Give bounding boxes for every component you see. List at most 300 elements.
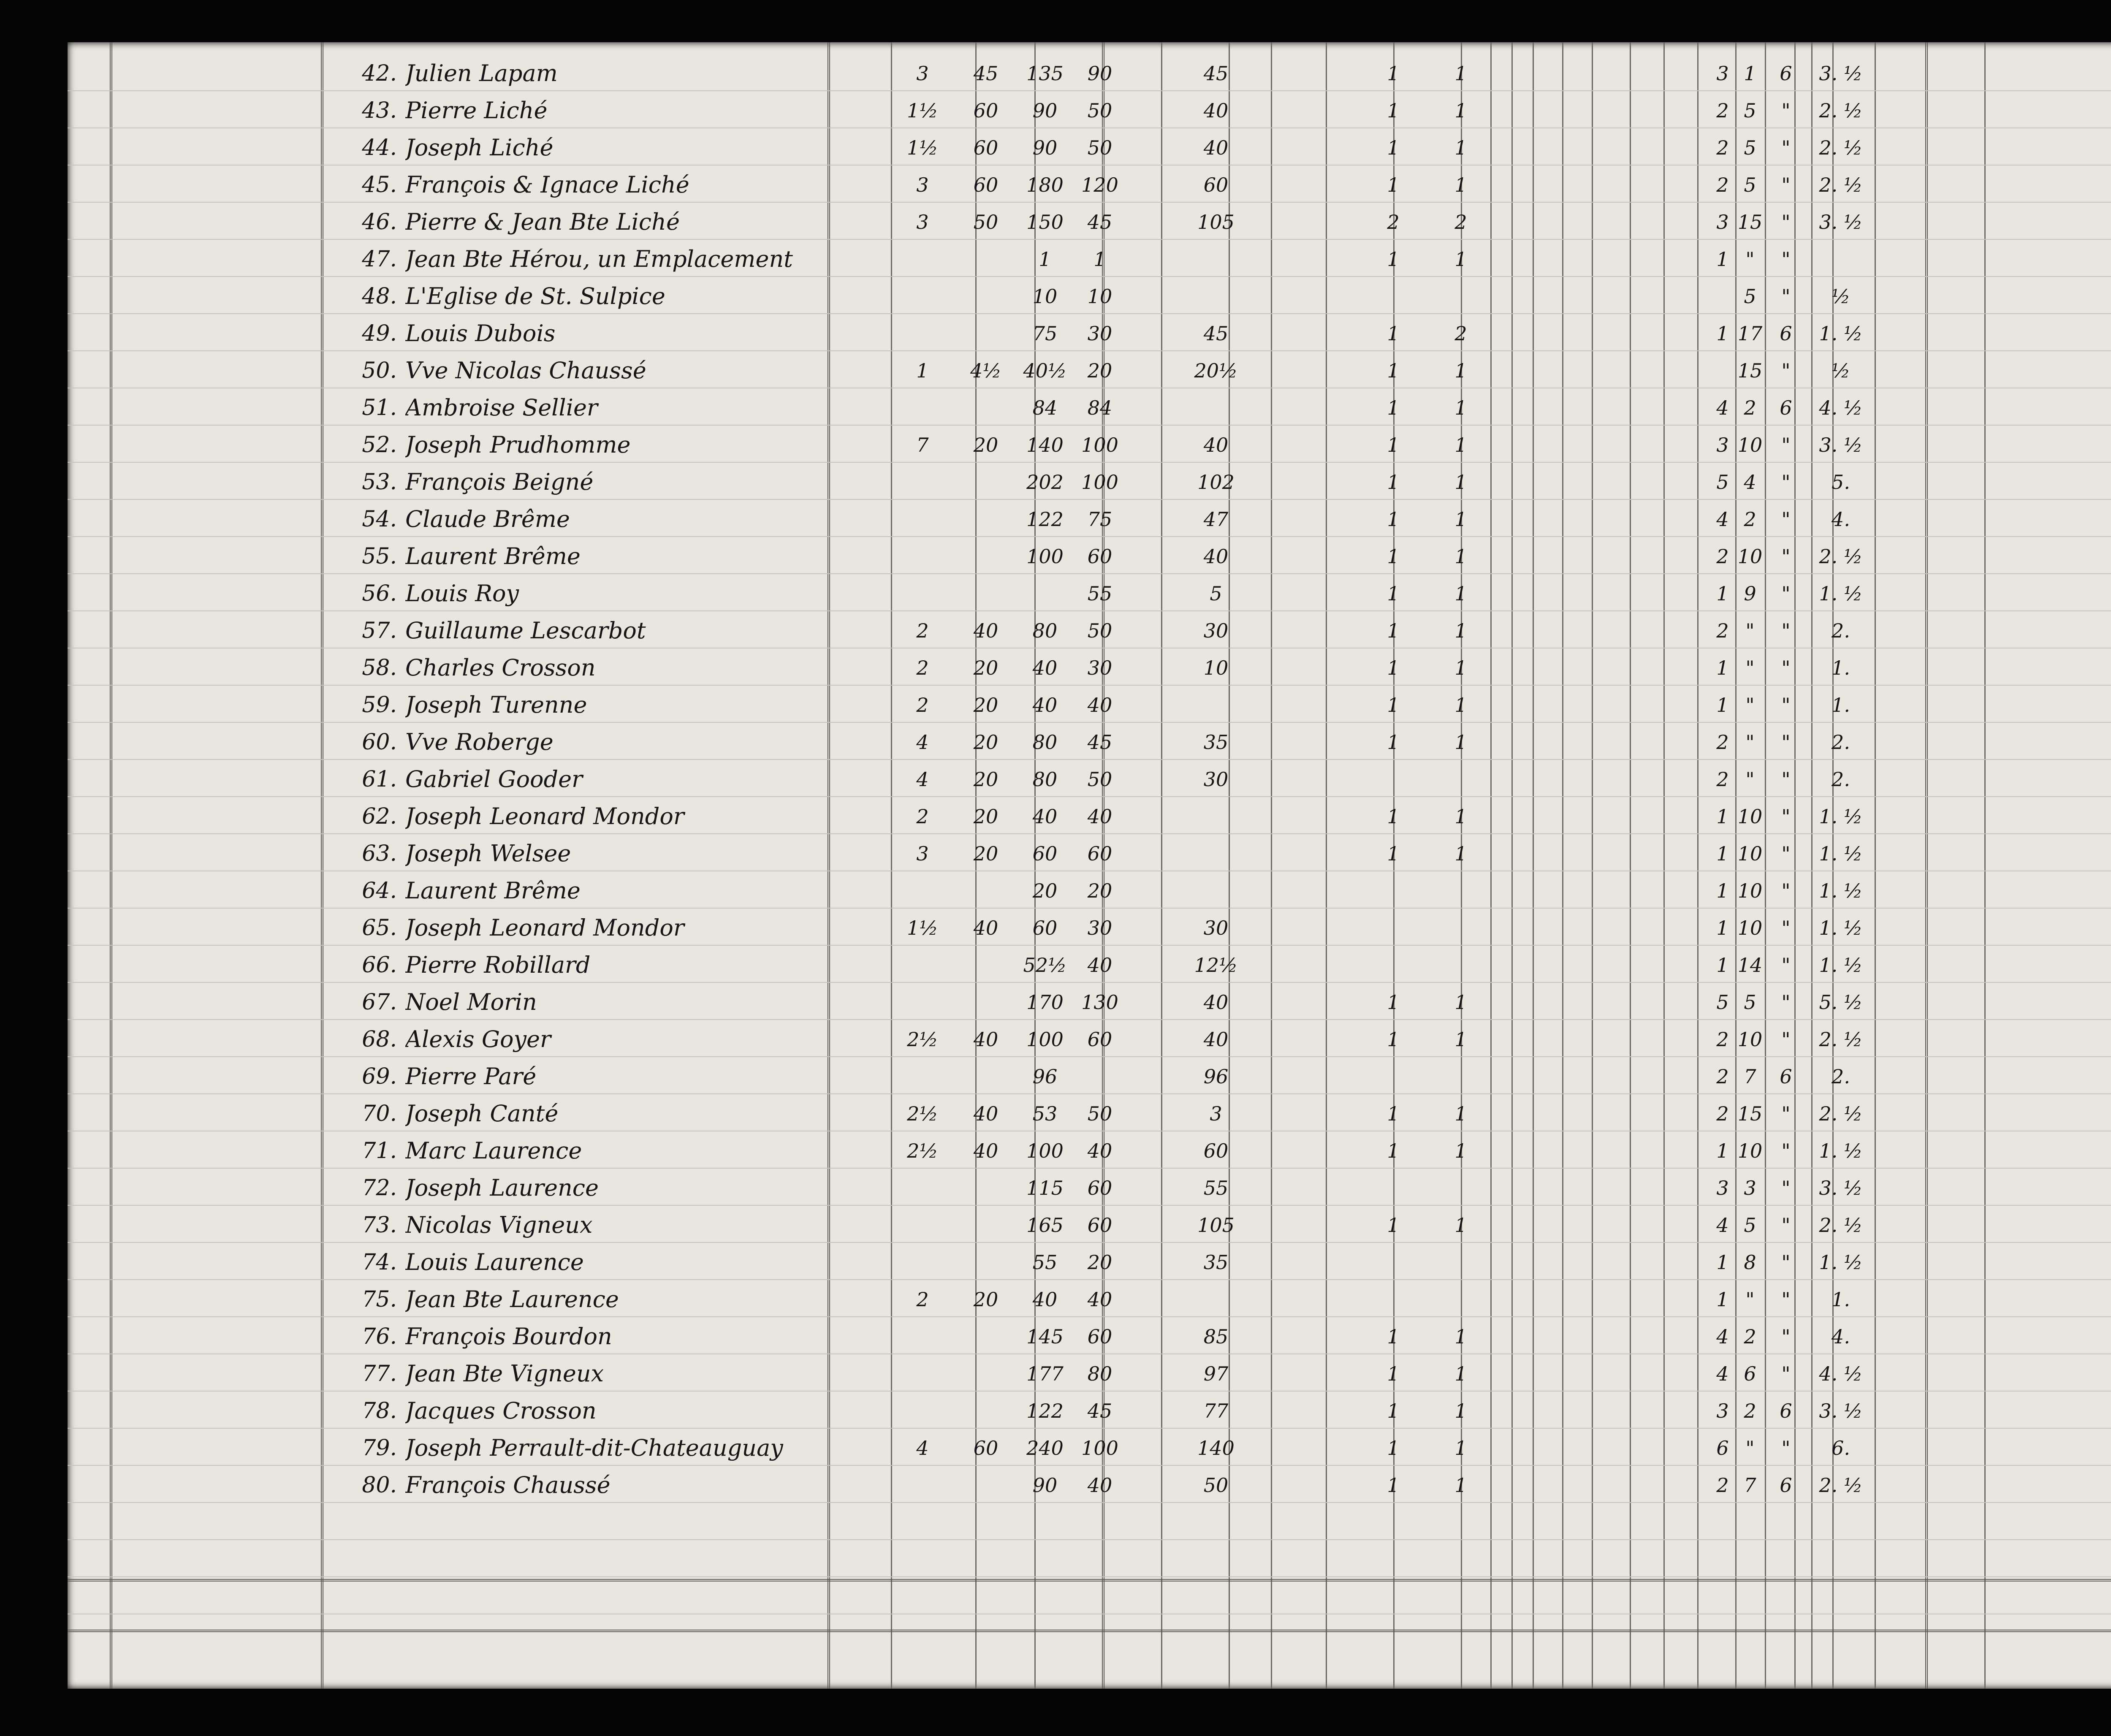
row-number: 48. (362, 284, 397, 309)
proprietor-name: François Bourdon (405, 1323, 612, 1350)
value-cell: 40 (1203, 434, 1229, 456)
value-cell: 1 (1387, 1362, 1400, 1385)
value-cell: 20½ (1194, 359, 1238, 382)
value-cell: 3 (916, 842, 929, 865)
value-cell: 1. (1832, 694, 1850, 716)
value-cell: 60 (1032, 842, 1058, 865)
value-cell: 3 (1744, 1177, 1756, 1199)
row-number: 75. (362, 1287, 397, 1312)
value-cell: 50 (1087, 1102, 1112, 1125)
table-row (68, 241, 2111, 278)
row-number: 77. (362, 1361, 397, 1386)
value-cell: 10 (1032, 285, 1058, 308)
table-row (68, 1095, 2111, 1132)
value-cell: 2½ (907, 1102, 938, 1125)
value-cell (954, 501, 1018, 538)
value-cell: 84 (1087, 396, 1112, 419)
value-cell: 30 (1203, 917, 1229, 939)
value-cell: 40 (1203, 99, 1229, 122)
row-number: 62. (362, 804, 397, 829)
value-cell: 40 (973, 1028, 999, 1051)
table-row (68, 203, 2111, 241)
value-cell: 2. ½ (1819, 136, 1863, 159)
table-row (68, 1207, 2111, 1244)
register-page (68, 42, 2111, 1689)
proprietor-name: Pierre Robillard (405, 952, 591, 978)
value-cell: 50 (1203, 1474, 1229, 1497)
value-cell: 5. (1832, 471, 1850, 494)
row-number: 59. (362, 692, 397, 718)
value-cell: " (1781, 768, 1791, 791)
value-cell: 4 (1716, 1362, 1729, 1385)
value-cell: 5 (1744, 136, 1756, 159)
value-cell: 45 (1203, 62, 1229, 85)
value-cell: 10 (1203, 656, 1229, 679)
value-cell: 12½ (1194, 954, 1238, 976)
proprietor-name: Joseph Laurence (405, 1175, 599, 1201)
value-cell: 10 (1737, 805, 1763, 828)
row-rule (68, 1539, 2111, 1540)
table-row (68, 984, 2111, 1021)
proprietor-name: Pierre & Jean Bte Liché (405, 209, 680, 235)
value-cell (954, 947, 1018, 984)
value-cell: 1 (1454, 1139, 1467, 1162)
value-cell (954, 1355, 1018, 1392)
row-number: 54. (362, 507, 397, 532)
value-cell: " (1781, 174, 1791, 196)
proprietor-name: Joseph Canté (405, 1100, 559, 1127)
value-cell: 1 (1387, 174, 1400, 196)
value-cell: 85 (1203, 1325, 1229, 1348)
value-cell (891, 241, 954, 278)
value-cell: " (1781, 545, 1791, 568)
value-cell: 40 (1087, 694, 1112, 716)
value-cell (954, 1392, 1018, 1429)
value-cell: 1 (1387, 434, 1400, 456)
value-cell: 145 (1026, 1325, 1064, 1348)
value-cell: 1 (1454, 471, 1467, 494)
value-cell: 1. ½ (1819, 322, 1863, 345)
value-cell: 4 (1716, 508, 1729, 531)
value-cell: 15 (1737, 211, 1763, 233)
value-cell: 60 (973, 99, 999, 122)
value-cell: 50 (1087, 99, 1112, 122)
row-number: 80. (362, 1473, 397, 1498)
value-cell (891, 575, 954, 612)
value-cell: 40 (1087, 805, 1112, 828)
proprietor-name: Julien Lapam (405, 60, 558, 87)
value-cell (954, 464, 1018, 501)
total-rule (68, 1579, 2111, 1581)
value-cell: 40 (1087, 1288, 1112, 1311)
value-cell: 1 (1387, 396, 1400, 419)
value-cell: 80 (1032, 768, 1058, 791)
row-number: 57. (362, 618, 397, 643)
value-cell (954, 389, 1018, 426)
value-cell: 75 (1032, 322, 1058, 345)
value-cell: 40 (973, 917, 999, 939)
value-cell: ½ (1831, 359, 1851, 382)
value-cell: 50 (1087, 768, 1112, 791)
proprietor-name: L'Eglise de St. Sulpice (405, 283, 665, 309)
row-number: 74. (362, 1250, 397, 1275)
table-row (68, 1355, 2111, 1392)
value-cell: 60 (1087, 1325, 1112, 1348)
table-row (68, 909, 2111, 947)
value-cell: 2 (1716, 1102, 1729, 1125)
value-cell: 40 (1087, 954, 1112, 976)
value-cell: 130 (1081, 991, 1118, 1014)
value-cell: 1. ½ (1819, 582, 1863, 605)
value-cell: 1. ½ (1819, 954, 1863, 976)
value-cell: 2 (1716, 545, 1729, 568)
value-cell: 45 (1087, 211, 1112, 233)
value-cell: 30 (1087, 656, 1112, 679)
value-cell: 55 (1087, 582, 1112, 605)
value-cell: 2 (1716, 174, 1729, 196)
value-cell: 30 (1203, 619, 1229, 642)
value-cell (954, 278, 1018, 315)
value-cell: 2. ½ (1819, 545, 1863, 568)
proprietor-name: Ambroise Sellier (405, 394, 598, 421)
value-cell (1435, 909, 1486, 947)
value-cell: 2. (1832, 768, 1850, 791)
value-cell: 4. ½ (1819, 396, 1863, 419)
value-cell: 30 (1203, 768, 1229, 791)
value-cell (891, 464, 954, 501)
value-cell: 45 (1203, 322, 1229, 345)
value-cell: " (1781, 582, 1791, 605)
value-cell (954, 872, 1018, 909)
row-number: 45. (362, 172, 397, 198)
value-cell: " (1781, 1177, 1791, 1199)
value-cell: " (1781, 248, 1791, 271)
value-cell: 1 (1454, 248, 1467, 271)
value-cell (1368, 1058, 1419, 1095)
proprietor-name: Jean Bte Hérou, un Emplacement (405, 246, 793, 272)
value-cell: 55 (1203, 1177, 1229, 1199)
value-cell: 1 (1387, 1325, 1400, 1348)
value-cell: " (1745, 1437, 1755, 1459)
row-number: 42. (362, 61, 397, 86)
value-cell: 1 (1387, 582, 1400, 605)
value-cell: " (1781, 1437, 1791, 1459)
row-number: 44. (362, 135, 397, 160)
value-cell: 1 (1387, 62, 1400, 85)
value-cell: 1 (1454, 1214, 1467, 1237)
table-row (68, 686, 2111, 724)
value-cell: 2½ (907, 1139, 938, 1162)
value-cell: 1 (1387, 1400, 1400, 1422)
proprietor-name: Louis Laurence (405, 1249, 584, 1275)
value-cell: 100 (1026, 1028, 1064, 1051)
proprietor-name: Nicolas Vigneux (405, 1212, 593, 1238)
value-cell (954, 538, 1018, 575)
value-cell: 140 (1026, 434, 1064, 456)
value-cell: 1 (1093, 248, 1106, 271)
value-cell (1368, 278, 1419, 315)
value-cell: 20 (973, 656, 999, 679)
value-cell: 47 (1203, 508, 1229, 531)
value-cell: 4 (916, 1437, 929, 1459)
proprietor-name: Claude Brême (405, 506, 570, 532)
row-rule (68, 1576, 2111, 1577)
value-cell: 1 (1387, 1474, 1400, 1497)
value-cell: 2 (916, 1288, 929, 1311)
value-cell: 2 (1387, 211, 1400, 233)
proprietor-name: Louis Dubois (405, 320, 556, 347)
value-cell (954, 1467, 1018, 1504)
value-cell: 84 (1032, 396, 1058, 419)
table-row (68, 55, 2111, 92)
value-cell: 1 (1454, 1325, 1467, 1348)
row-number: 67. (362, 990, 397, 1015)
value-cell: 1 (1454, 1362, 1467, 1385)
value-cell: 90 (1032, 99, 1058, 122)
value-cell: 2 (1716, 1065, 1729, 1088)
value-cell: 40 (1087, 1139, 1112, 1162)
value-cell: 4 (1744, 471, 1756, 494)
row-number: 58. (362, 655, 397, 681)
value-cell: 3 (1716, 62, 1729, 85)
value-cell: 2. ½ (1819, 174, 1863, 196)
value-cell (891, 947, 954, 984)
value-cell: 1 (1716, 917, 1729, 939)
proprietor-name: Joseph Leonard Mondor (405, 914, 684, 941)
row-number: 52. (362, 432, 397, 458)
value-cell: 10 (1737, 842, 1763, 865)
value-cell: 1 (1454, 582, 1467, 605)
value-cell: 5 (1744, 99, 1756, 122)
value-cell: 3 (1210, 1102, 1222, 1125)
value-cell: 40 (973, 1139, 999, 1162)
value-cell: 1 (1454, 619, 1467, 642)
table-row (68, 1169, 2111, 1207)
value-cell: 3 (1716, 1177, 1729, 1199)
proprietor-name: Jean Bte Vigneux (405, 1360, 604, 1387)
table-row (68, 389, 2111, 426)
value-cell: 5 (1716, 471, 1729, 494)
proprietor-name: Vve Nicolas Chaussé (405, 357, 646, 384)
value-cell: 122 (1026, 508, 1064, 531)
value-cell: 3. ½ (1819, 1177, 1863, 1199)
value-cell: 90 (1087, 62, 1112, 85)
value-cell: 1 (1387, 471, 1400, 494)
row-number: 76. (362, 1324, 397, 1349)
value-cell: 6 (1744, 1362, 1756, 1385)
table-row (68, 835, 2111, 872)
value-cell: " (1745, 619, 1755, 642)
value-cell: 2 (1454, 322, 1467, 345)
row-number: 64. (362, 878, 397, 903)
value-cell: 1. ½ (1819, 1251, 1863, 1274)
value-cell: 1 (1454, 359, 1467, 382)
value-cell (1368, 909, 1419, 947)
value-cell: 1 (1454, 99, 1467, 122)
table-row (68, 352, 2111, 389)
value-cell: 1 (1387, 842, 1400, 865)
row-number: 68. (362, 1027, 397, 1052)
value-cell (891, 1207, 954, 1244)
row-number: 72. (362, 1175, 397, 1201)
value-cell: 4 (1716, 396, 1729, 419)
value-cell: 10 (1737, 1028, 1763, 1051)
value-cell: 20 (973, 842, 999, 865)
value-cell (1435, 1281, 1486, 1318)
value-cell: 60 (1087, 842, 1112, 865)
value-cell: 100 (1026, 1139, 1064, 1162)
row-number: 79. (362, 1435, 397, 1461)
value-cell: 20 (973, 694, 999, 716)
value-cell: 3 (916, 62, 929, 85)
value-cell: " (1781, 1028, 1791, 1051)
value-cell: 1 (1454, 62, 1467, 85)
value-cell (1435, 1058, 1486, 1095)
value-cell: 50 (973, 211, 999, 233)
value-cell (891, 1355, 954, 1392)
value-cell: 1 (1454, 694, 1467, 716)
value-cell: 40 (1087, 1474, 1112, 1497)
value-cell: 40 (1203, 545, 1229, 568)
value-cell: 4. ½ (1819, 1362, 1863, 1385)
value-cell: 2 (916, 619, 929, 642)
value-cell: 40 (1203, 136, 1229, 159)
value-cell: " (1781, 434, 1791, 456)
value-cell: 2. ½ (1819, 99, 1863, 122)
value-cell: 5 (1744, 174, 1756, 196)
proprietor-name: Charles Crosson (405, 654, 596, 681)
table-row (68, 612, 2111, 649)
value-cell: 1. ½ (1819, 805, 1863, 828)
value-cell (1368, 761, 1419, 798)
value-cell: 60 (1203, 174, 1229, 196)
value-cell (891, 872, 954, 909)
value-cell: 90 (1032, 1474, 1058, 1497)
table-row (68, 575, 2111, 612)
value-cell: " (1745, 1288, 1755, 1311)
value-cell (954, 241, 1018, 278)
value-cell (954, 1058, 1018, 1095)
row-number: 46. (362, 209, 397, 235)
value-cell: 2. ½ (1819, 1214, 1863, 1237)
value-cell: " (1745, 248, 1755, 271)
proprietor-name: Noel Morin (405, 989, 537, 1015)
value-cell: 1 (1387, 731, 1400, 754)
value-cell: 96 (1032, 1065, 1058, 1088)
value-cell: 1 (1716, 248, 1729, 271)
value-cell: 40½ (1023, 359, 1067, 382)
value-cell: 1 (1454, 805, 1467, 828)
value-cell: 6 (1716, 1437, 1729, 1459)
value-cell: 1½ (907, 99, 938, 122)
value-cell: 6 (1780, 62, 1792, 85)
value-cell: 50 (1087, 619, 1112, 642)
value-cell: 20 (1087, 1251, 1112, 1274)
value-cell: 60 (1032, 917, 1058, 939)
value-cell: 40 (1203, 991, 1229, 1014)
value-cell: " (1781, 359, 1791, 382)
value-cell: 1 (1454, 396, 1467, 419)
value-cell: 1 (1716, 694, 1729, 716)
value-cell (891, 984, 954, 1021)
value-cell (1435, 872, 1486, 909)
value-cell: 40 (973, 619, 999, 642)
value-cell: 1 (1454, 1474, 1467, 1497)
row-number: 51. (362, 395, 397, 420)
value-cell (954, 1169, 1018, 1207)
value-cell (891, 538, 954, 575)
value-cell: " (1781, 1139, 1791, 1162)
value-cell: 2. ½ (1819, 1474, 1863, 1497)
value-cell: 105 (1197, 211, 1235, 233)
value-cell: 2 (1744, 1400, 1756, 1422)
value-cell (1174, 798, 1258, 835)
proprietor-name: Joseph Turenne (405, 692, 587, 718)
value-cell: 1 (1387, 1214, 1400, 1237)
value-cell: 1 (1387, 545, 1400, 568)
value-cell: 5 (1716, 991, 1729, 1014)
table-row (68, 872, 2111, 909)
value-cell: 2 (1716, 1474, 1729, 1497)
value-cell: 1 (1454, 1028, 1467, 1051)
value-cell: " (1781, 991, 1791, 1014)
table-row (68, 315, 2111, 352)
value-cell: 4. (1832, 1325, 1850, 1348)
value-cell: 165 (1026, 1214, 1064, 1237)
value-cell: " (1781, 694, 1791, 716)
table-row (68, 798, 2111, 835)
proprietor-name: Guillaume Lescarbot (405, 617, 646, 644)
value-cell: 1 (1454, 656, 1467, 679)
value-cell: 30 (1087, 322, 1112, 345)
value-cell: 10 (1737, 879, 1763, 902)
value-cell (1174, 278, 1258, 315)
value-cell: 35 (1203, 1251, 1229, 1274)
value-cell: 1 (1716, 1288, 1729, 1311)
value-cell: 100 (1081, 1437, 1118, 1459)
value-cell: 2 (1716, 136, 1729, 159)
row-number: 53. (362, 469, 397, 495)
value-cell: 1 (1454, 545, 1467, 568)
row-number: 66. (362, 952, 397, 978)
value-cell: 2½ (907, 1028, 938, 1051)
value-cell: " (1781, 508, 1791, 531)
value-cell: 4 (1716, 1214, 1729, 1237)
value-cell: 1½ (907, 136, 938, 159)
value-cell: " (1781, 917, 1791, 939)
value-cell: 1 (1716, 954, 1729, 976)
value-cell: 20 (1032, 879, 1058, 902)
value-cell: 5 (1210, 582, 1222, 605)
value-cell (891, 1058, 954, 1095)
value-cell: " (1745, 656, 1755, 679)
value-cell: 3 (1716, 434, 1729, 456)
value-cell (1174, 835, 1258, 872)
value-cell (1435, 1244, 1486, 1281)
value-cell: 4 (1716, 1325, 1729, 1348)
proprietor-name: Jean Bte Laurence (405, 1286, 619, 1313)
value-cell: 3 (916, 211, 929, 233)
proprietor-name: Joseph Perrault-dit-Chateauguay (405, 1435, 783, 1461)
value-cell (1368, 1281, 1419, 1318)
value-cell: 1 (1387, 248, 1400, 271)
value-cell: 20 (973, 731, 999, 754)
value-cell: 2 (1716, 619, 1729, 642)
value-cell: 6 (1780, 1474, 1792, 1497)
value-cell: 1 (1454, 434, 1467, 456)
value-cell (954, 1244, 1018, 1281)
value-cell (954, 1318, 1018, 1355)
